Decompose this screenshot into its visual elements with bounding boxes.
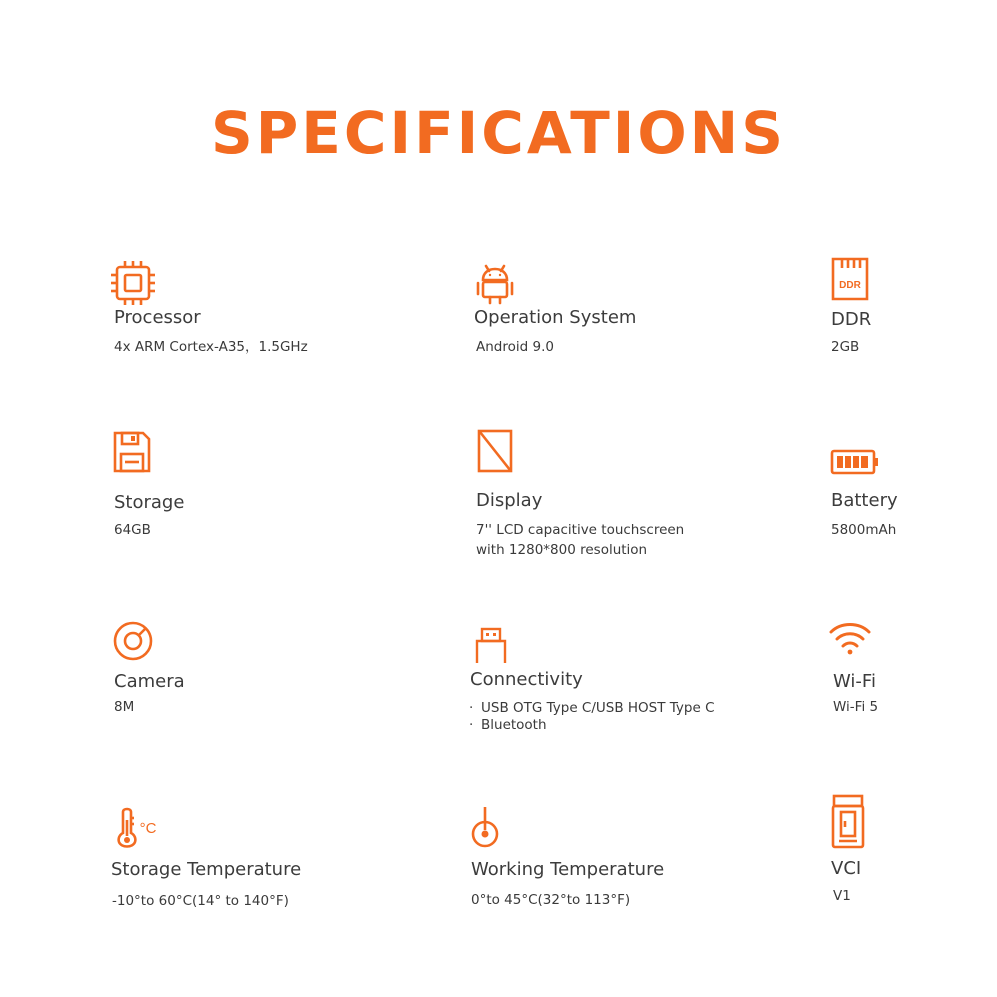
celsius-icon-text: °C (139, 820, 157, 837)
processor-value: 4x ARM Cortex-A35，1.5GHz (114, 339, 308, 355)
page-title: SPECIFICATIONS (211, 99, 786, 167)
connectivity-item: · USB OTG Type C/USB HOST Type C (470, 700, 715, 717)
connectivity-item: · Bluetooth (470, 717, 715, 734)
vci-label: VCI (831, 858, 862, 879)
wifi-label: Wi-Fi (833, 671, 876, 692)
storage-label: Storage (114, 492, 185, 513)
ddr-value: 2GB (831, 339, 860, 355)
storage-temp-label: Storage Temperature (111, 859, 302, 880)
camera-label: Camera (114, 671, 185, 692)
vci-dongle-icon (830, 794, 866, 850)
battery-label: Battery (831, 490, 898, 511)
thermometer-celsius-icon (114, 806, 160, 850)
thermometer-icon (470, 804, 500, 850)
display-value-line: 7'' LCD capacitive touchscreen (476, 522, 685, 538)
storage-temp-value: -10°to 60°C(14° to 140°F) (112, 893, 289, 909)
processor-label: Processor (114, 307, 201, 328)
os-value: Android 9.0 (476, 339, 554, 355)
camera-lens-icon (112, 620, 154, 662)
display-screen-icon (476, 428, 514, 474)
display-value-line: with 1280*800 resolution (476, 542, 648, 558)
working-temp-value: 0°to 45°C(32°to 113°F) (471, 892, 631, 908)
cpu-chip-icon (110, 260, 156, 306)
display-value (476, 520, 684, 560)
display-label: Display (476, 490, 543, 511)
wifi-value: Wi-Fi 5 (833, 699, 879, 715)
battery-value: 5800mAh (831, 522, 897, 538)
vci-value: V1 (833, 888, 851, 904)
ddr-label: DDR (831, 309, 872, 330)
android-icon (474, 263, 516, 305)
connectivity-label: Connectivity (470, 669, 583, 690)
ddr-icon-text: DDR (839, 280, 861, 291)
usb-connector-icon (474, 626, 508, 664)
os-label: Operation System (474, 307, 637, 328)
battery-icon (830, 448, 880, 476)
wifi-icon (828, 620, 872, 656)
storage-value: 64GB (114, 522, 151, 538)
ddr-memory-card-icon (830, 256, 870, 302)
floppy-disk-icon (112, 430, 152, 474)
working-temp-label: Working Temperature (471, 859, 665, 880)
camera-value: 8M (114, 699, 135, 715)
connectivity-value (470, 700, 715, 734)
